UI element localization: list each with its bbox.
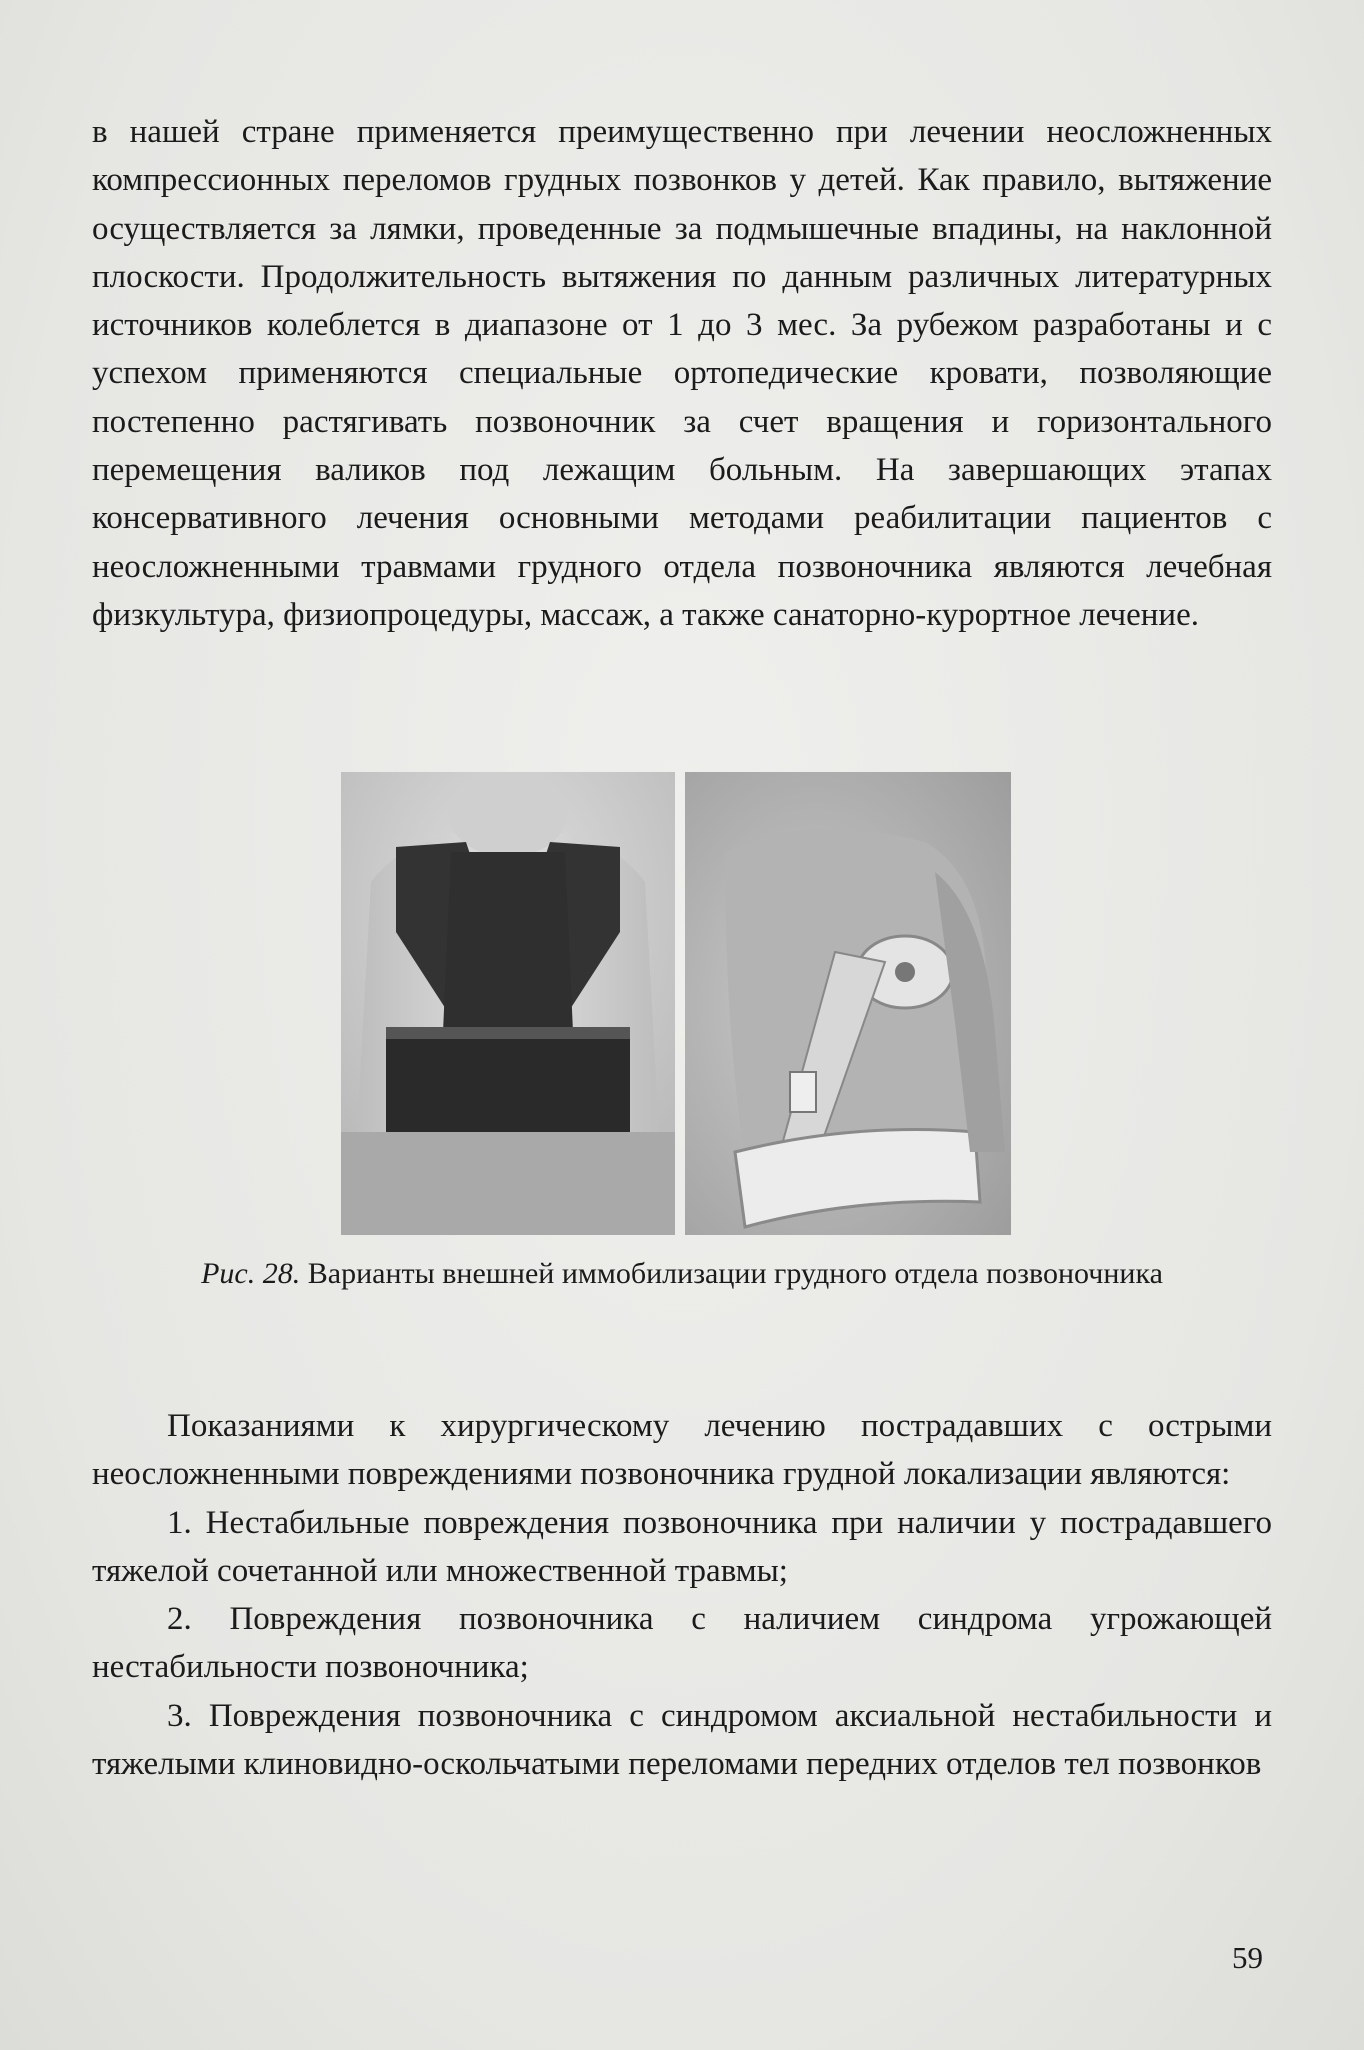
- figure-caption-text: Варианты внешней иммобилизации грудного отдела позвоночника: [307, 1257, 1163, 1290]
- list-item: 1. Нестабильные повреждения позвоночника при наличии у пострадавшего тяжелой сочетанной или множественной травмы;: [92, 1504, 1272, 1589]
- text-paragraph-2: [92, 1402, 1272, 1788]
- paragraph-1-text: в нашей стране применяется преимущественно при лечении неосложненных компрессионных переломов грудных позвонков у детей. Как правило, вытяжение осуществляется за лямки, проведенные за подмышечные впадины, на наклонной плоскости. Продолжительность вытяжения по данным различных литературных источников колеблется в диапазоне от 1 до 3 мес. За рубежом разработаны и с успехом применяются специальные ортопедические кровати, позволяющие постепенно растягивать позвоночник за счет вращения и горизонтального перемещения валиков под лежащим больным. На завершающих этапах консервативного лечения основными методами реабилитации пациентов с неосложненными травмами грудного отдела позвоночника являются лечебная физкультура, физиопроцедуры, массаж, а также санаторно-курортное лечение.: [92, 114, 1272, 633]
- figure-label: Рис. 28.: [201, 1257, 301, 1290]
- figure-28: [341, 772, 1011, 1242]
- brace-side-image: [685, 772, 1011, 1235]
- page-number: 59: [1232, 1940, 1263, 1975]
- figure-caption: [92, 1252, 1272, 1296]
- brace-back-image: [341, 772, 675, 1235]
- list-item: 2. Повреждения позвоночника с наличием синдрома угрожающей нестабильности позвоночника;: [92, 1601, 1272, 1686]
- photo-brace-back-view: [341, 772, 675, 1235]
- photo-brace-side-view: [685, 772, 1011, 1235]
- text-paragraph-1: [92, 108, 1272, 639]
- paragraph-2-text: Показаниями к хирургическому лечению пострадавших с острыми неосложненными повреждениями позвоночника грудной локализации являются:: [92, 1408, 1272, 1493]
- list-item: 3. Повреждения позвоночника с синдромом аксиальной нестабильности и тяжелыми клиновидно-оскольчатыми переломами передних отделов тел позвонков: [92, 1697, 1272, 1783]
